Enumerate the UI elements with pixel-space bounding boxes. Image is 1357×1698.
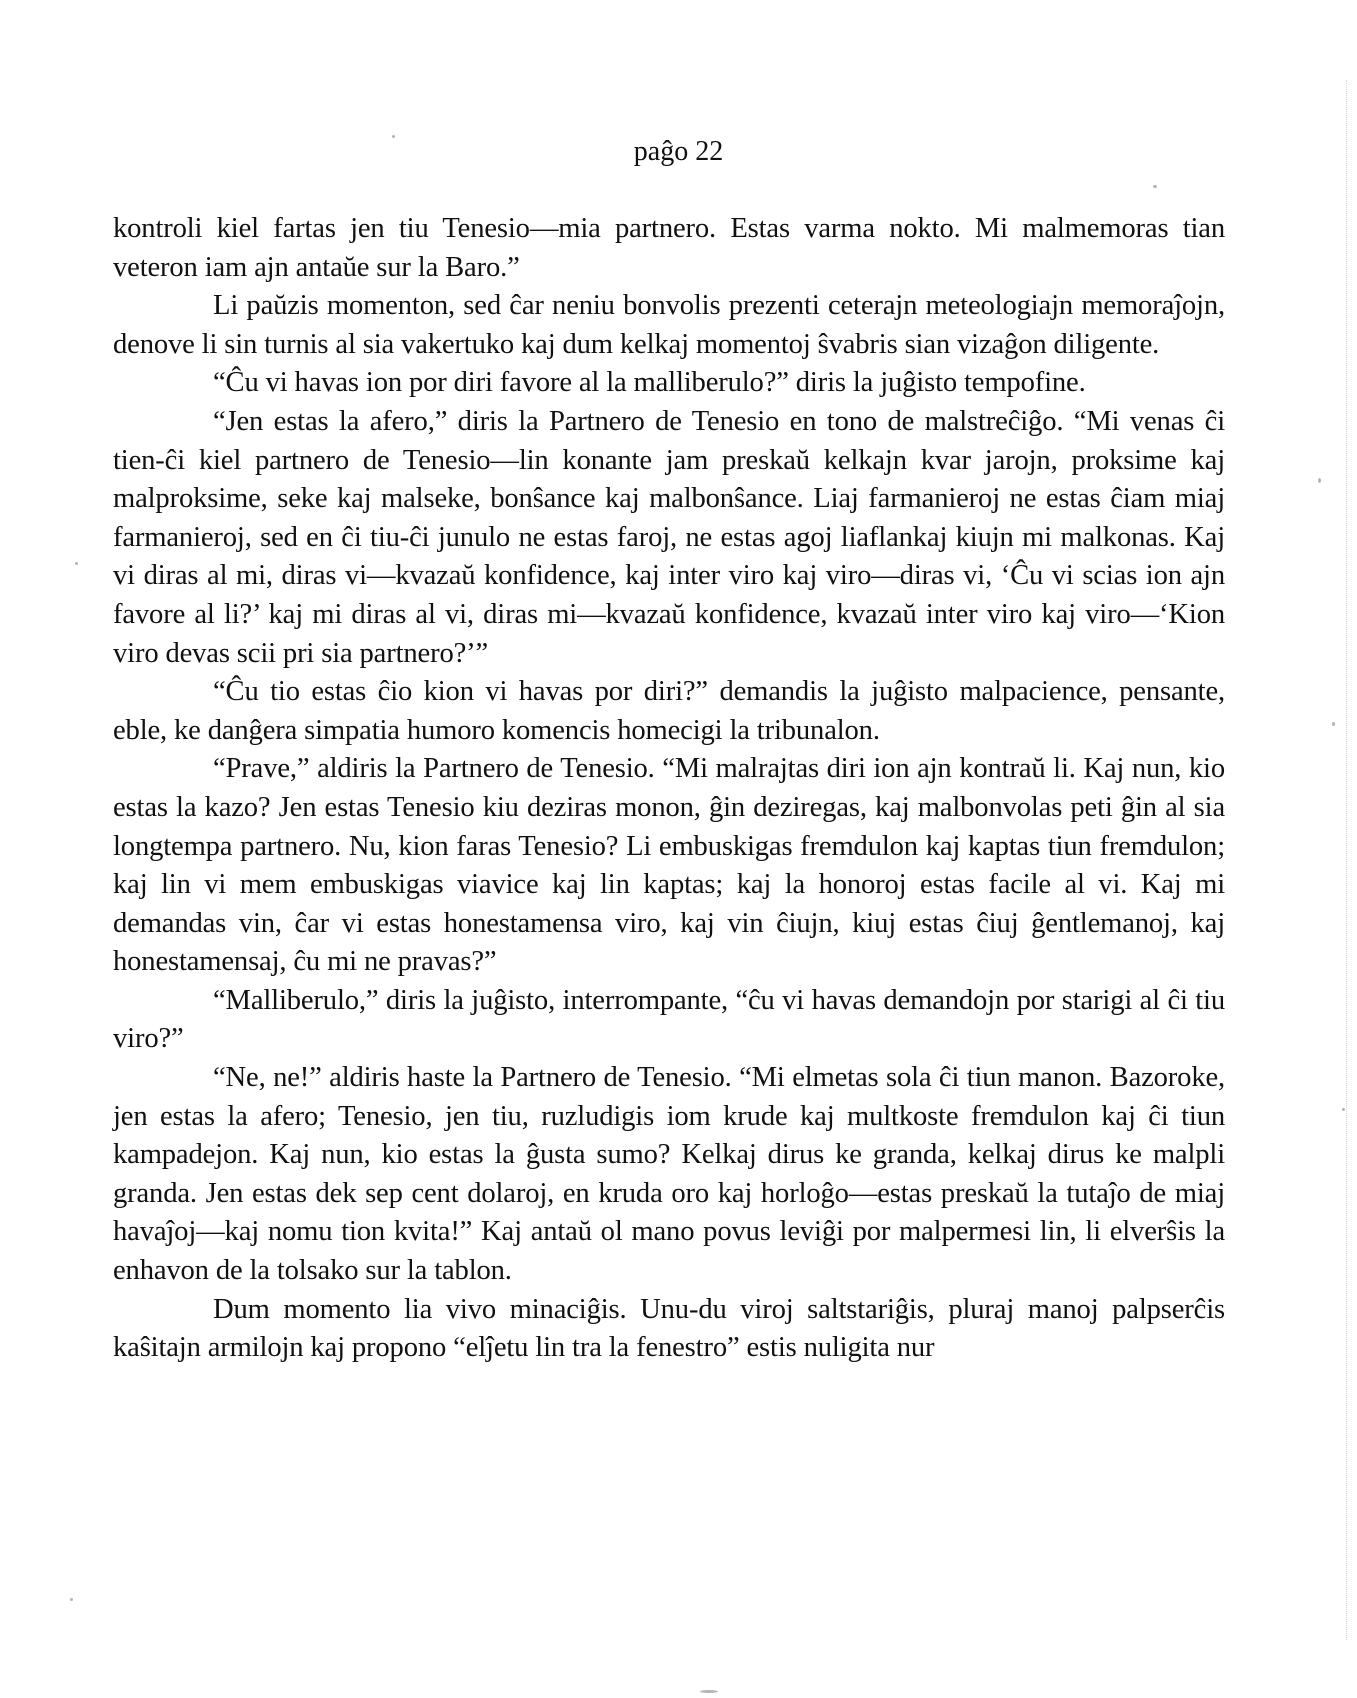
paragraph-4: “Jen estas la afero,” diris la Partnero de Tenesio en tono de malstreĉiĝo. “Mi venas ĉi tien-ĉi kiel partnero de Tenesio—lin konante jam preskaŭ kelkajn kvar jarojn, proksime kaj malproksime, seke kaj malseke, bonŝance kaj malbonŝance. Liaj farmanieroj ne estas ĉiam miaj farmanieroj, sed en ĉi tiu-ĉi junulo ne estas faroj, ne estas agoj liaflankaj kiujn mi malkonas. Kaj vi diras al mi, diras vi—kvazaŭ konfidence, kaj inter viro kaj viro—diras vi, ‘Ĉu vi scias ion ajn favore al li?’ kaj mi diras al vi, diras mi—kvazaŭ konfidence, kvazaŭ inter viro kaj viro—‘Kion viro devas scii pri sia partnero?’” [113,405,1225,669]
scan-speck [1318,478,1321,483]
scan-speck [1153,185,1157,188]
paragraph-3: “Ĉu vi havas ion por diri favore al la malliberulo?” diris la juĝisto tempofine. [213,367,1086,399]
scan-speck [75,562,78,565]
paragraph-5: “Ĉu tio estas ĉio kion vi havas por diri?” demandis la juĝisto malpacience, pensante, eble, ke danĝera simpatia humoro komencis homecigi la tribunalon. [113,676,1225,746]
body-text [113,210,1225,1368]
paragraph-8: “Ne, ne!” aldiris haste la Partnero de Tenesio. “Mi elmetas sola ĉi tiun manon. Bazoroke, jen estas la afero; Tenesio, jen tiu, ruzludigis iom krude kaj multkoste fremdulon kaj ĉi tiun kampadejon. Kaj nun, kio estas la ĝusta sumo? Kelkaj dirus ke granda, kelkaj dirus ke malpli granda. Jen estas dek sep cent dolaroj, en kruda oro kaj horloĝo—estas preskaŭ la tutaĵo de miaj havaĵoj—kaj nomu tion kvita!” Kaj antaŭ ol mano povus leviĝi por malpermesi lin, li elverŝis la enhavon de la tolsako sur la tablon. [113,1062,1225,1287]
scan-speck [392,135,395,138]
scan-edge-artifact [1342,80,1347,1640]
paragraph-1: kontroli kiel fartas jen tiu Tenesio—mia partnero. Estas varma nokto. Mi malmemoras tian veteron iam ajn antaŭe sur la Baro.” [113,213,1225,283]
paragraph-9: Dum momento lia vivo minaciĝis. Unu-du viroj saltstariĝis, pluraj manoj palpserĉis kaŝitajn armilojn kaj propono “elĵetu lin tra la fenestro” estis nuligita nur [113,1293,1225,1364]
scan-speck [70,1598,73,1601]
paragraph-6: “Prave,” aldiris la Partnero de Tenesio. “Mi malrajtas diri ion ajn kontraŭ li. Kaj nun, kio estas la kazo? Jen estas Tenesio kiu deziras monon, ĝin deziregas, kaj malbonvolas peti ĝin al sia longtempa partnero. Nu, kion faras Tenesio? Li embuskigas fremdulon kaj kaptas tiun fremdulon; kaj lin vi mem embuskigas viavice kaj lin kaptas; kaj la honoroj estas facile al vi. Kaj mi demandas vin, ĉar vi estas honestamensa viro, kaj vin ĉiujn, kiuj estas ĉiuj ĝentlemanoj, kaj honestamensaj, ĉu mi ne pravas?” [113,753,1225,978]
scan-speck [700,1690,718,1693]
scan-speck [1342,1108,1345,1111]
scan-speck [1332,722,1335,726]
paragraph-7: “Malliberulo,” diris la juĝisto, interrompante, “ĉu vi havas demandojn por starigi al ĉi tiu viro?” [113,984,1225,1055]
page-number: paĝo 22 [633,136,724,167]
paragraph-2: Li paŭzis momenton, sed ĉar neniu bonvolis prezenti ceterajn meteologiajn memoraĵojn, denove li sin turnis al sia vakertuko kaj dum kelkaj momentoj ŝvabris sian vizaĝon diligente. [113,290,1225,360]
